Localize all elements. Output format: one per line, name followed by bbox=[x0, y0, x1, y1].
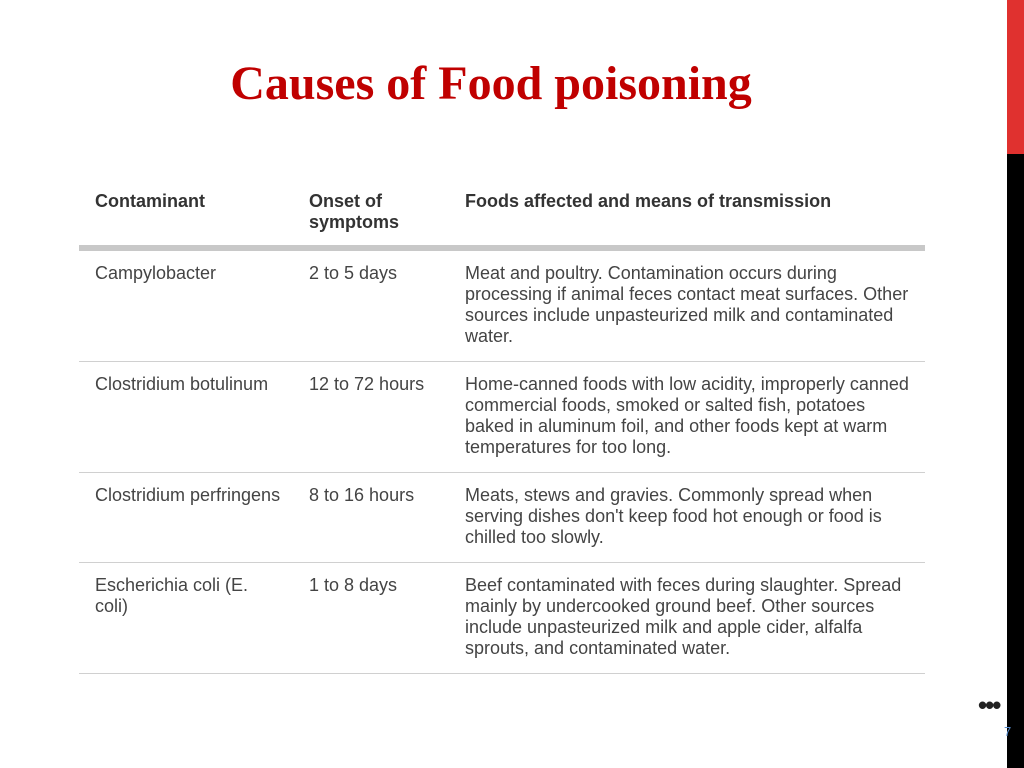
food-poisoning-table bbox=[79, 184, 925, 674]
cell-transmission: Meat and poultry. Contamination occurs during processing if animal feces contact meat surfaces. Other sources include unpasteurized milk and contaminated water. bbox=[449, 248, 925, 362]
header-transmission: Foods affected and means of transmission bbox=[449, 184, 925, 248]
cell-onset: 12 to 72 hours bbox=[293, 362, 449, 473]
header-contaminant: Contaminant bbox=[79, 184, 293, 248]
cell-onset: 1 to 8 days bbox=[293, 563, 449, 674]
table-header-row bbox=[79, 184, 925, 248]
header-onset: Onset of symptoms bbox=[293, 184, 449, 248]
cell-transmission: Home-canned foods with low acidity, improperly canned commercial foods, smoked or salted fish, potatoes baked in aluminum foil, and other foods kept at warm temperatures for too long. bbox=[449, 362, 925, 473]
accent-bar-red bbox=[1007, 0, 1024, 154]
cell-contaminant: Campylobacter bbox=[79, 248, 293, 362]
table-row bbox=[79, 248, 925, 362]
table-row bbox=[79, 362, 925, 473]
cell-contaminant: Escherichia coli (E. coli) bbox=[79, 563, 293, 674]
cell-contaminant: Clostridium perfringens bbox=[79, 473, 293, 563]
table-row bbox=[79, 473, 925, 563]
accent-bar-black bbox=[1007, 154, 1024, 768]
cell-onset: 2 to 5 days bbox=[293, 248, 449, 362]
more-dots-icon: ••• bbox=[978, 690, 1000, 720]
cell-transmission: Beef contaminated with feces during slaughter. Spread mainly by undercooked ground beef. Other sources include unpasteurized milk and apple cider, alfalfa sprouts, and contaminated water. bbox=[449, 563, 925, 674]
slide-title: Causes of Food poisoning bbox=[230, 57, 752, 110]
cell-onset: 8 to 16 hours bbox=[293, 473, 449, 563]
cell-transmission: Meats, stews and gravies. Commonly spread when serving dishes don't keep food hot enough or food is chilled too slowly. bbox=[449, 473, 925, 563]
food-poisoning-table-container bbox=[79, 184, 925, 674]
page-number: 7 bbox=[1004, 724, 1012, 739]
cell-contaminant: Clostridium botulinum bbox=[79, 362, 293, 473]
table-row bbox=[79, 563, 925, 674]
